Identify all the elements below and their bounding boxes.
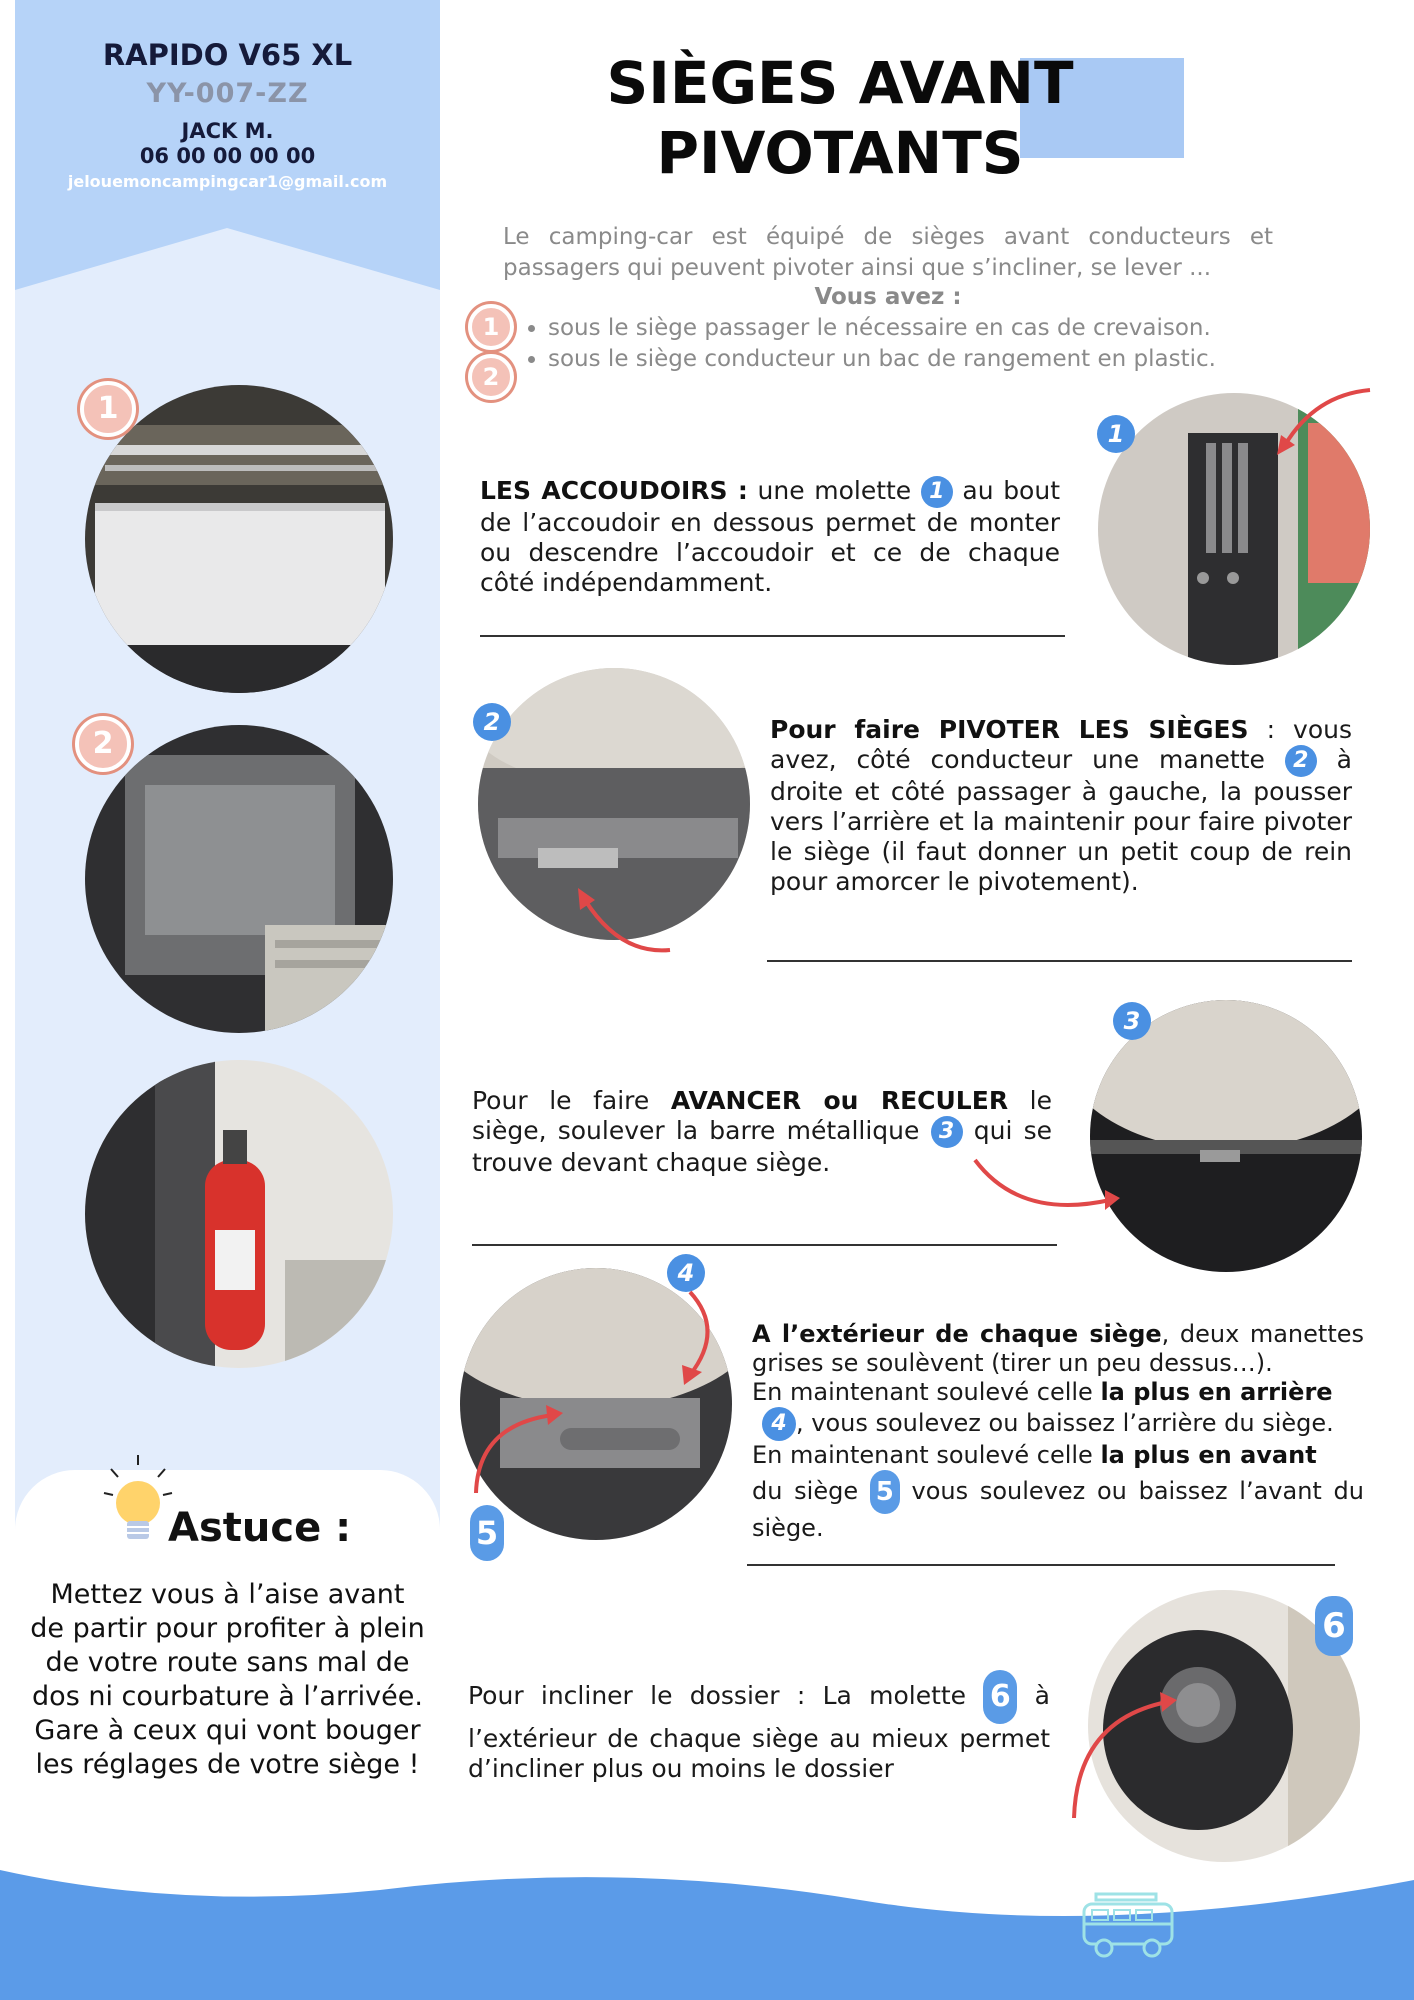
fire-extinguisher-photo	[85, 1060, 393, 1368]
list-item: • sous le siège conducteur un bac de rangement en plastic.	[548, 344, 1308, 375]
tip-title: Astuce :	[168, 1505, 352, 1551]
photo-badge-6: 6	[1315, 1596, 1353, 1656]
height-bold-2: la plus en arrière	[1100, 1378, 1333, 1406]
height-text-2: En maintenant soulevé celle	[752, 1378, 1101, 1406]
intro-list	[530, 313, 1308, 375]
inline-badge-4: 4	[762, 1407, 796, 1441]
photo-badge-3: 3	[1113, 1002, 1151, 1040]
spare-wheel-kit-photo	[85, 385, 393, 693]
lightbulb-icon	[103, 1453, 173, 1553]
photo-badge-2: 2	[473, 703, 511, 741]
arrow-icon	[670, 1290, 730, 1390]
intro-subtitle: Vous avez :	[814, 284, 962, 310]
recline-text-2: à l’extérieur de chaque siège au mieux permet d’incliner plus ou moins le dossier	[468, 1681, 1050, 1783]
inline-badge-5: 5	[870, 1470, 900, 1514]
armrest-text-1: une molette	[747, 476, 921, 505]
photo-badge-4: 4	[667, 1254, 705, 1292]
campervan-icon	[1078, 1890, 1178, 1960]
list-badge-2: 2	[468, 354, 514, 400]
armrest-text	[480, 476, 1060, 598]
footer-wave	[0, 1860, 1414, 2000]
inline-badge-1: 1	[921, 476, 953, 508]
title-line-2: PIVOTANTS	[656, 119, 1024, 187]
photo-badge-5: 5	[470, 1505, 504, 1561]
storage-tray-photo	[85, 725, 393, 1033]
slide-text-1: le siège, soulever la barre métallique	[472, 1086, 1052, 1145]
inline-badge-6: 6	[983, 1670, 1017, 1724]
list-item: • sous le siège passager le nécessaire en cas de crevaison.	[548, 313, 1308, 344]
slide-text	[472, 1086, 1052, 1178]
height-text	[752, 1320, 1364, 1543]
owner-name: JACK M.	[181, 119, 274, 143]
slide-text-0: Pour le faire	[472, 1086, 671, 1115]
height-heading: A l’extérieur de chaque siège	[752, 1320, 1162, 1348]
arrow-icon	[1255, 385, 1375, 465]
arrow-icon	[1062, 1690, 1182, 1820]
photo-2-badge: 2	[75, 716, 131, 772]
slide-text-2: qui se trouve devant chaque siège.	[472, 1116, 1052, 1177]
list-badge-1: 1	[468, 304, 514, 350]
photo-1-badge: 1	[80, 381, 136, 437]
pivot-heading: Pour faire PIVOTER LES SIÈGES	[770, 715, 1249, 744]
page-title	[560, 48, 1120, 188]
title-line-1: SIÈGES AVANT	[606, 49, 1074, 117]
divider	[472, 1244, 1057, 1246]
owner-plate: YY-007-ZZ	[146, 78, 309, 109]
tip-text: Mettez vous à l’aise avant de partir pour profiter à plein de votre route sans mal de dos ni courbature à l’arrivée. Gare à ceux qui vont bouger les réglages de votre siège !	[30, 1579, 425, 1780]
height-text-1: , deux manettes grises se soulèvent (tirer un peu dessus…).	[752, 1320, 1364, 1377]
height-text-5: du siège	[752, 1477, 870, 1505]
height-text-6: vous soulevez ou baissez l’avant du siège.	[752, 1477, 1364, 1542]
divider	[747, 1564, 1335, 1566]
front-bar-photo	[1090, 1000, 1362, 1272]
owner-email[interactable]: jelouemoncampingcar1@gmail.com	[67, 172, 388, 191]
armrest-text-2: au bout de l’accoudoir en dessous permet de monter ou descendre l’accoudoir et ce de chaque côté indépendamment.	[480, 476, 1061, 597]
height-bold-3: la plus en avant	[1100, 1441, 1317, 1469]
slide-heading: AVANCER ou RECULER	[670, 1086, 1009, 1115]
intro-text: Le camping-car est équipé de sièges avant conducteurs et passagers qui peuvent pivoter ainsi que s’incliner, se lever ...	[503, 224, 1273, 281]
inline-badge-2: 2	[1285, 745, 1317, 777]
arrow-icon	[970, 1150, 1130, 1220]
pivot-text-1: : vous avez, côté conducteur une manette	[770, 715, 1352, 774]
pivot-text-2: à droite et côté passager à gauche, la pousser vers l’arrière et la maintenir pour faire pivoter le siège (il faut donner un petit coup de rein pour amorcer le pivotement).	[770, 745, 1352, 896]
owner-model: RAPIDO V65 XL	[102, 38, 353, 72]
photo-badge-1: 1	[1097, 415, 1135, 453]
inline-badge-3: 3	[931, 1116, 963, 1148]
arrow-icon	[468, 1385, 568, 1495]
arrow-icon	[560, 880, 680, 960]
recline-text-1: Pour incliner le dossier : La molette	[468, 1681, 984, 1710]
owner-phone: 06 00 00 00 00	[139, 144, 316, 168]
height-text-3: , vous soulevez ou baissez l’arrière du siège.	[796, 1409, 1334, 1437]
pivot-text	[770, 715, 1352, 897]
height-text-4: En maintenant soulevé celle	[752, 1441, 1101, 1469]
armrest-heading: LES ACCOUDOIRS :	[480, 476, 748, 505]
divider	[480, 635, 1065, 637]
divider	[767, 960, 1352, 962]
recline-text	[468, 1670, 1050, 1784]
